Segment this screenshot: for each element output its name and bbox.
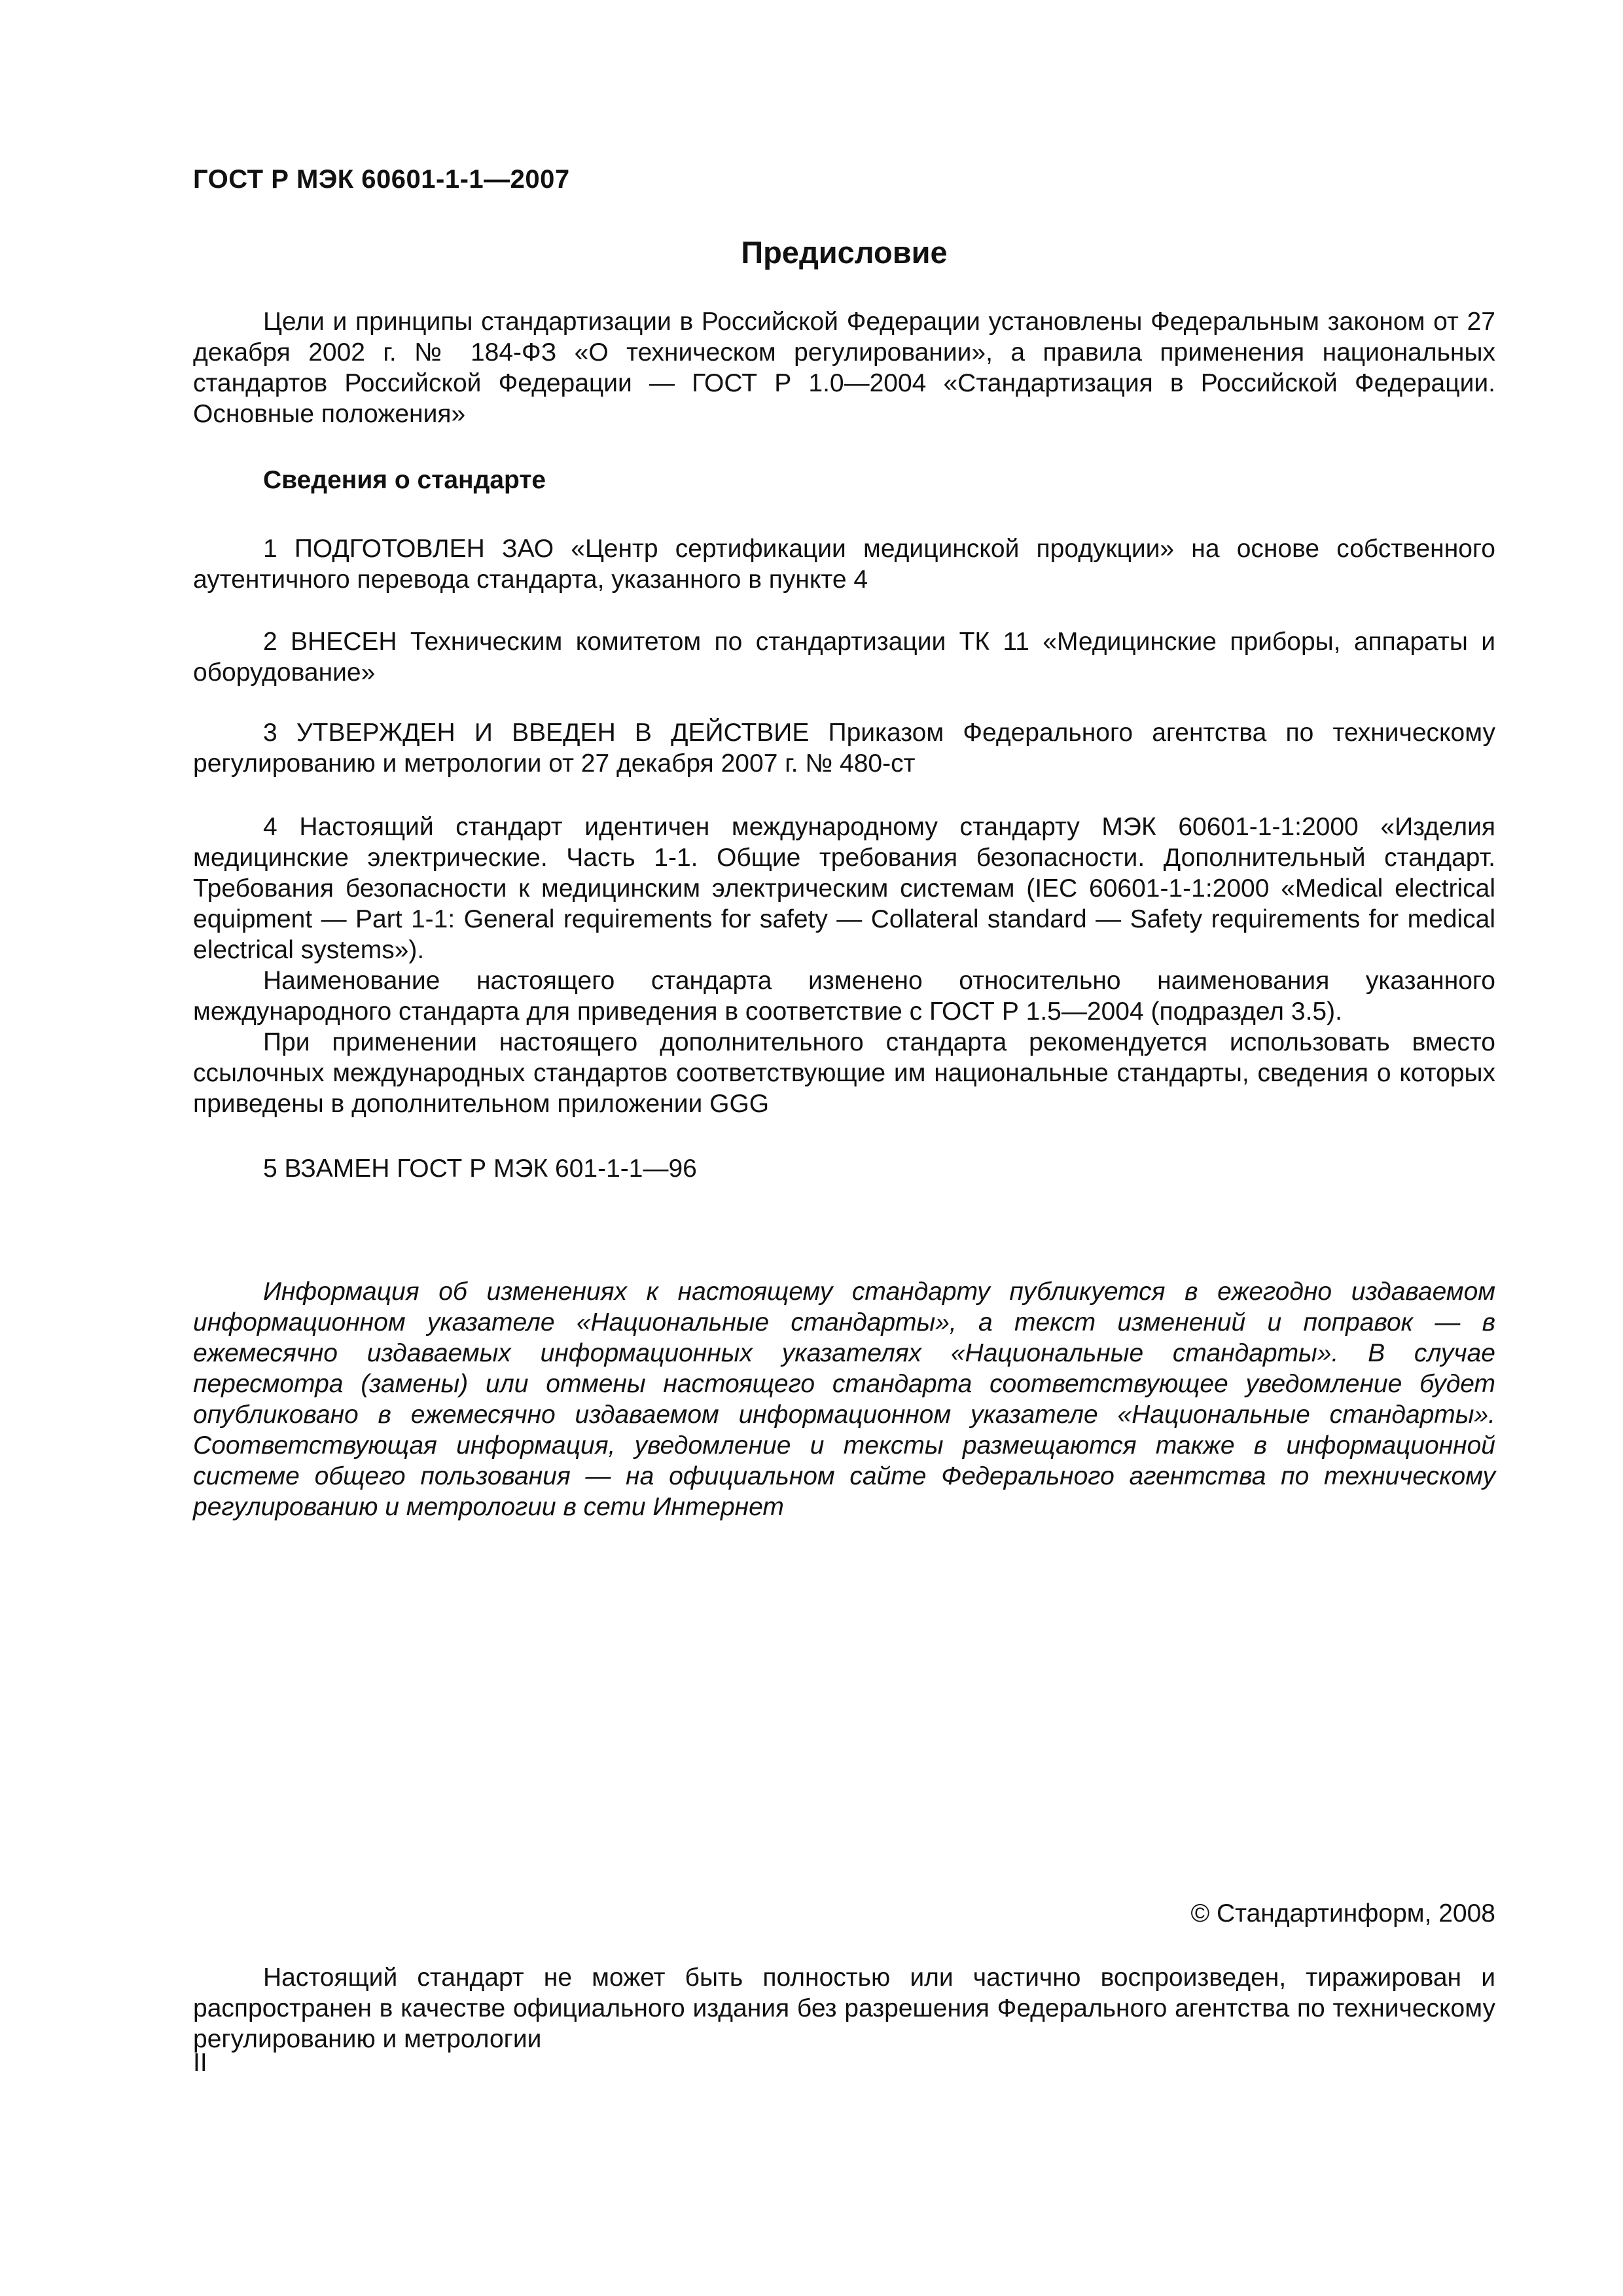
document-page xyxy=(193,157,1495,2121)
standard-info-item-5: 5 ВЗАМЕН ГОСТ Р МЭК 601-1-1—96 xyxy=(263,1155,697,1183)
standard-info-heading: Сведения о стандарте xyxy=(263,466,546,494)
page-title: Предисловие xyxy=(741,235,948,270)
page-number: II xyxy=(193,2049,207,2077)
standard-info-item-4: 4 Настоящий стандарт идентичен международному стандарту МЭК 60601-1-1:2000 «Изделия медицинские электрические. Часть 1-1. Общие требования безопасности. Дополнительный стандарт. Требования безопасности к медицинским электрическим системам (IEC 60601-1-1:2000 «Medical electrical equipment — Part 1-1: General requirements for safety — Collateral standard — Safety requirements for medical electrical systems»). xyxy=(193,813,1495,964)
amendments-notice: Информация об изменениях к настоящему стандарту публикуется в ежегодно издаваемом информационном указателе «Национальные стандарты», а текст изменений и поправок — в ежемесячно издаваемых информационных указателях «Национальные стандарты». В случае пересмотра (замены) или отмены настоящего стандарта соответствующее уведомление будет опубликовано в ежемесячно издаваемом информационном указателе «Национальные стандарты». Соответствующая информация, уведомление и тексты размещаются также в информационной системе общего пользования — на официальном сайте Федерального агентства по техническому регулированию и метрологии в сети Интернет xyxy=(193,1278,1495,1521)
copyright: © Стандартинформ, 2008 xyxy=(1190,1899,1495,1928)
reproduction-restriction: Настоящий стандарт не может быть полностью или частично воспроизведен, тиражирован и распространен в качестве официального издания без разрешения Федерального агентства по техническому регулированию и метрологии xyxy=(193,1964,1495,2053)
standard-info-item-4-paragraph-3: При применении настоящего дополнительного стандарта рекомендуется использовать вместо ссылочных международных стандартов соответствующие им национальные стандарты, сведения о которых приведены в дополнительном приложении GGG xyxy=(193,1028,1495,1118)
standard-info-item-4-paragraph-2: Наименование настоящего стандарта изменено относительно наименования указанного международного стандарта для приведения в соответствие с ГОСТ Р 1.5—2004 (подраздел 3.5). xyxy=(193,967,1495,1026)
standard-info-item-2: 2 ВНЕСЕН Техническим комитетом по стандартизации ТК 11 «Медицинские приборы, аппараты и оборудование» xyxy=(193,628,1495,687)
standard-info-item-3: 3 УТВЕРЖДЕН И ВВЕДЕН В ДЕЙСТВИЕ Приказом Федерального агентства по техническому регулированию и метрологии от 27 декабря 2007 г. № 480-ст xyxy=(193,719,1495,778)
standard-info-item-1: 1 ПОДГОТОВЛЕН ЗАО «Центр сертификации медицинской продукции» на основе собственного аутентичного перевода стандарта, указанного в пункте 4 xyxy=(193,535,1495,594)
intro-paragraph: Цели и принципы стандартизации в Российской Федерации установлены Федеральным законом от 27 декабря 2002 г. № 184-ФЗ «О техническом регулировании», а правила применения национальных стандартов Российской Федерации — ГОСТ Р 1.0—2004 «Стандартизация в Российской Федерации. Основные положения» xyxy=(193,308,1495,428)
document-code: ГОСТ Р МЭК 60601-1-1—2007 xyxy=(193,165,570,194)
